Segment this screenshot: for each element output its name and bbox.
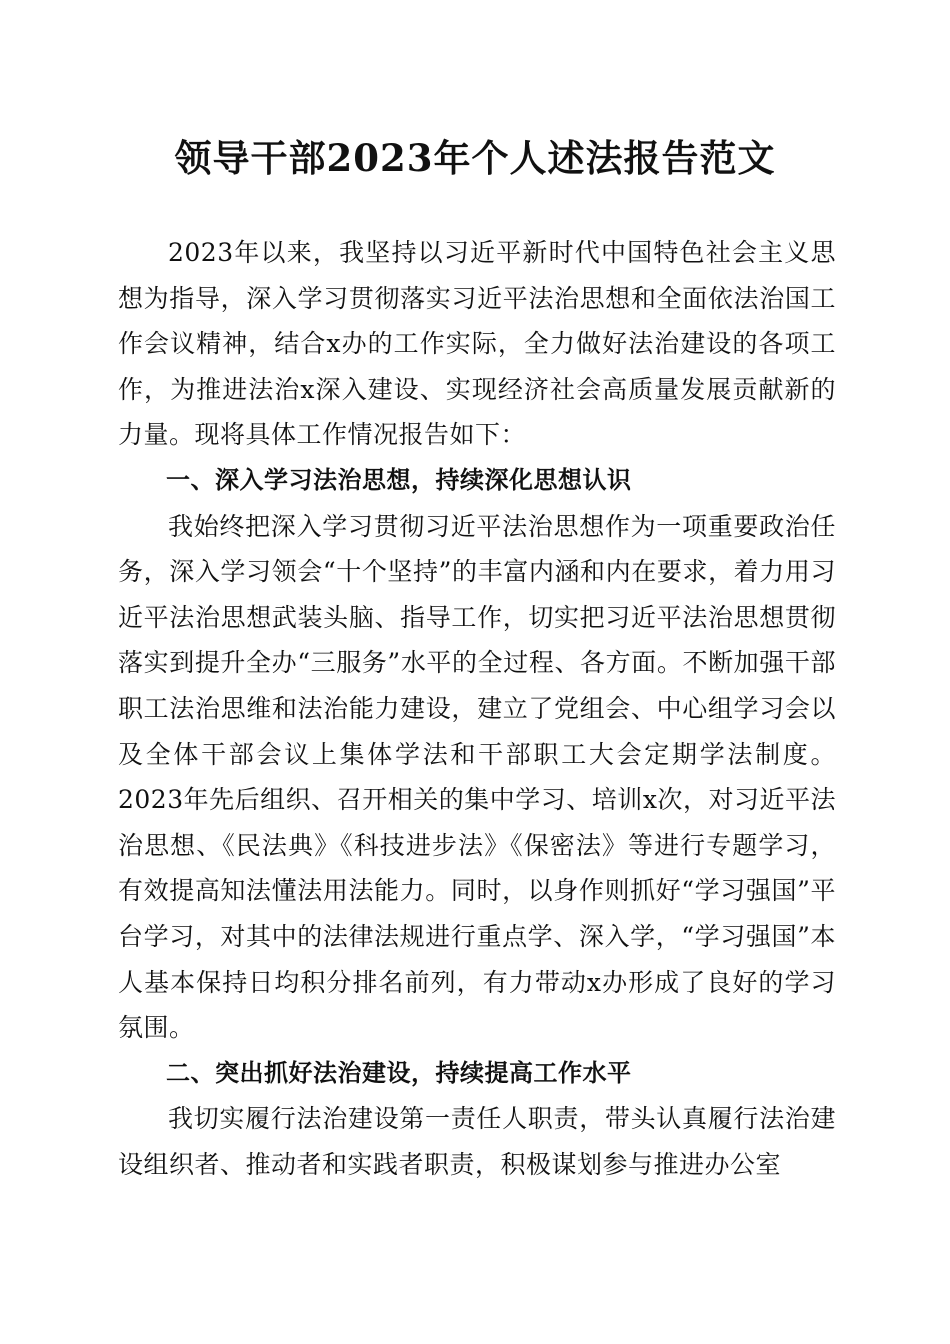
section-2-heading: 二、突出抓好法治建设，持续提高工作水平 (166, 1058, 632, 1087)
intro-paragraph: 2023年以来，我坚持以习近平新时代中国特色社会主义思想为指导，深入学习贯彻落实习近平法治思想和全面依法治国工作会议精神，结合x办的工作实际，全力做好法治建设的各项工作，为推进法治x深入建设、实现经济社会高质量发展贡献新的力量。现将具体工作情况报告如下： (118, 238, 836, 450)
section-1-heading: 一、深入学习法治思想，持续深化思想认识 (166, 465, 632, 494)
document-title: 领导干部2023年个人述法报告范文 (174, 136, 776, 180)
section-1-paragraph: 我始终把深入学习贯彻习近平法治思想作为一项重要政治任务，深入学习领会“十个坚持”的丰富内涵和内在要求，着力用习近平法治思想武装头脑、指导工作，切实把习近平法治思想贯彻落实到提升全办“三服务”水平的全过程、各方面。不断加强干部职工法治思维和法治能力建设，建立了党组会、中心组学习会以及全体干部会议上集体学法和干部职工大会定期学法制度。2023年先后组织、召开相关的集中学习、培训x次，对习近平法治思想、《民法典》《科技进步法》《保密法》等进行专题学习，有效提高知法懂法用法能力。同时，以身作则抓好“学习强国”平台学习，对其中的法律法规进行重点学、深入学，“学习强国”本人基本保持日均积分排名前列，有力带动x办形成了良好的学习氛围。 (118, 511, 836, 1043)
section-2-paragraph: 我切实履行法治建设第一责任人职责，带头认真履行法治建设组织者、推动者和实践者职责，积极谋划参与推进办公室 (118, 1104, 836, 1179)
document-body (118, 230, 836, 1187)
